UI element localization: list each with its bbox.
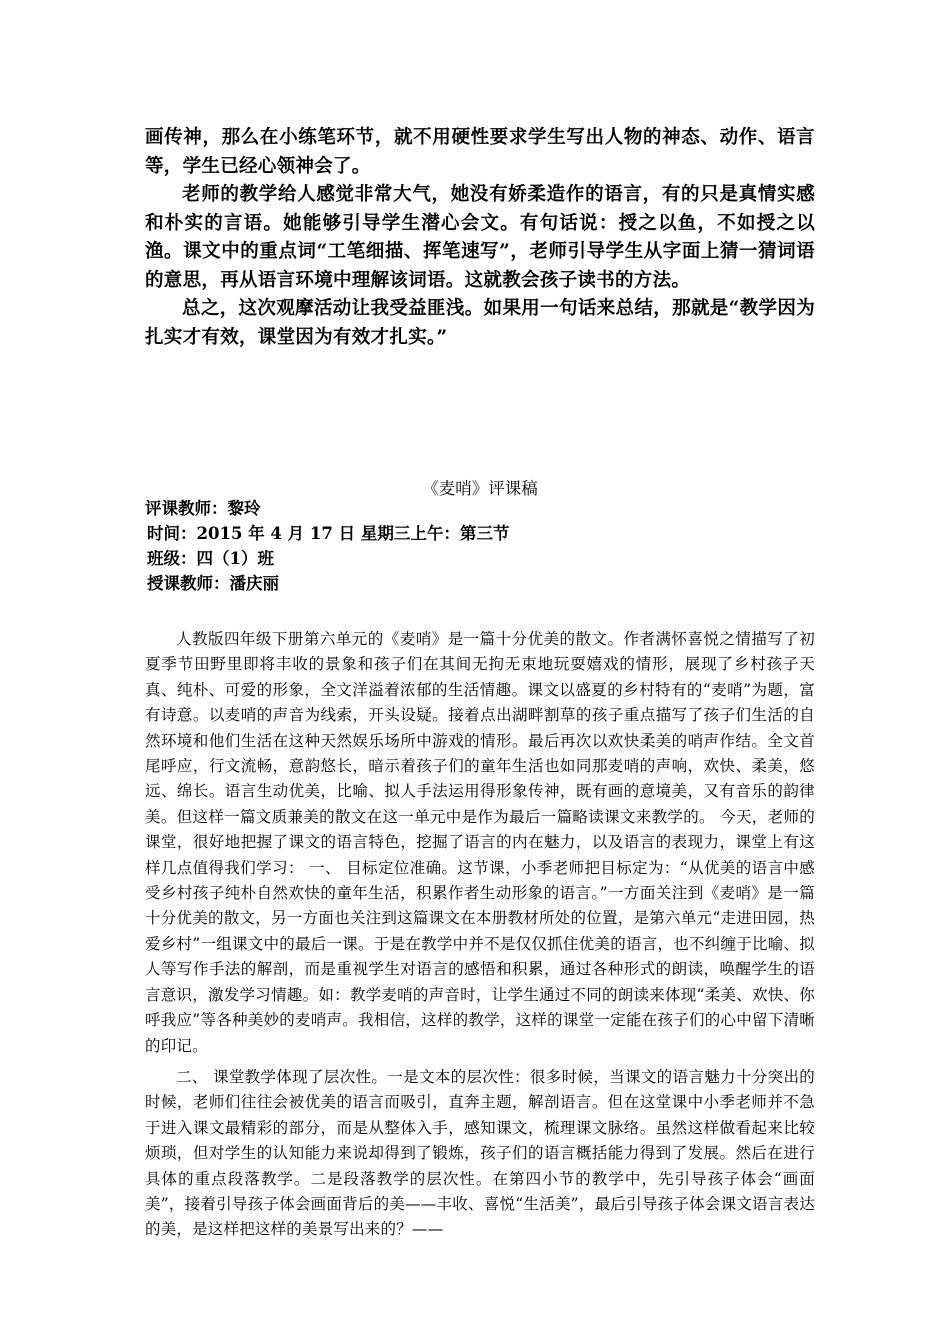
class-line: 班级：四（1）班 bbox=[147, 549, 274, 568]
review-body bbox=[145, 627, 815, 1243]
document-title: 《麦哨》评课稿 bbox=[422, 479, 538, 498]
teacher-line: 授课教师：潘庆丽 bbox=[147, 574, 279, 593]
paragraph: 画传神，那么在小练笔环节，就不用硬性要求学生写出人物的神态、动作、语言等，学生已经心领神会了。 bbox=[145, 127, 815, 177]
paragraph: 老师的教学给人感觉非常大气，她没有娇柔造作的语言，有的只是真情实感和朴实的言语。她能够引导学生潜心会文。有句话说：授之以鱼，不如授之以渔。课文中的重点词“工笔细描、挥笔速写”，老师引导学生从字面上猜一猜词语的意思，再从语言环境中理解该词语。这就教会孩子读书的方法。 bbox=[145, 184, 815, 291]
paragraph: 人教版四年级下册第六单元的《麦哨》是一篇十分优美的散文。作者满怀喜悦之情描写了初夏季节田野里即将丰收的景象和孩子们在其间无拘无束地玩耍嬉戏的情形，展现了乡村孩子天真、纯朴、可爱的形象，全文洋溢着浓郁的生活情趣。课文以盛夏的乡村特有的“麦哨”为题，富有诗意。以麦哨的声音为线索，开头设疑。接着点出湖畔割草的孩子重点描写了孩子们生活的自然环境和他们生活在这种天然娱乐场所中游戏的情形。最后再次以欢快柔美的哨声作结。全文首尾呼应，行文流畅，意韵悠长，暗示着孩子们的童年生活也如同那麦哨的声响，欢快、柔美，悠远、绵长。语言生动优美，比喻、拟人手法运用得形象传神，既有画的意境美，又有音乐的韵律美。但这样一篇文质兼美的散文在这一单元中是作为最后一篇略读课文来教学的。 今天，老师的课堂，很好地把握了课文的语言特色，挖掘了语言的内在魅力，以及语言的表现力，课堂上有这样几点值得我们学习： 一、 目标定位准确。这节课，小季老师把目标定为：“从优美的语言中感受乡村孩子纯朴自然欢快的童年生活，积累作者生动形象的语言。”一方面关注到《麦哨》是一篇十分优美的散文，另一方面也关注到这篇课文在本册教材所处的位置，是第六单元“走进田园，热爱乡村”一组课文中的最后一课。于是在教学中并不是仅仅抓住优美的语言，也不纠缠于比喻、拟人等写作手法的解剖，而是重视学生对语言的感悟和积累，通过各种形式的朗读，唤醒学生的语言意识，激发学习情趣。如：教学麦哨的声音时，让学生通过不同的朗读来体现“柔美、欢快、你呼我应”等各种美妙的麦哨声。我相信，这样的教学，这样的课堂一定能在孩子们的心中留下清晰的印记。 bbox=[145, 630, 815, 1055]
reviewer-line: 评课教师：黎玲 bbox=[145, 499, 261, 518]
previous-review-section bbox=[145, 124, 815, 352]
paragraph: 二、 课堂教学体现了层次性。一是文本的层次性：很多时候，当课文的语言魅力十分突出的时候，老师们往往会被优美的语言而吸引，直奔主题，解剖语言。但在这堂课中小季老师并不急于进入课文最精彩的部分，而是从整体入手，感知课文，梳理课文脉络。虽然这样做看起来比较烦琐，但对学生的认知能力来说却得到了锻炼，孩子们的语言概括能力得到了发展。然后在进行具体的重点段落教学。二是段落教学的层次性。在第四小节的教学中，先引导孩子体会“画面美”，接着引导孩子体会画面背后的美——丰收、喜悦“生活美”，最后引导孩子体会课文语言表达的美，是这样把这样的美景写出来的？—— bbox=[145, 1067, 815, 1239]
paragraph: 总之，这次观摩活动让我受益匪浅。如果用一句话来总结，那就是“教学因为扎实才有效，课堂因为有效才扎实。” bbox=[145, 298, 815, 348]
time-line: 时间：2015 年 4 月 17 日 星期三上午：第三节 bbox=[147, 524, 510, 543]
